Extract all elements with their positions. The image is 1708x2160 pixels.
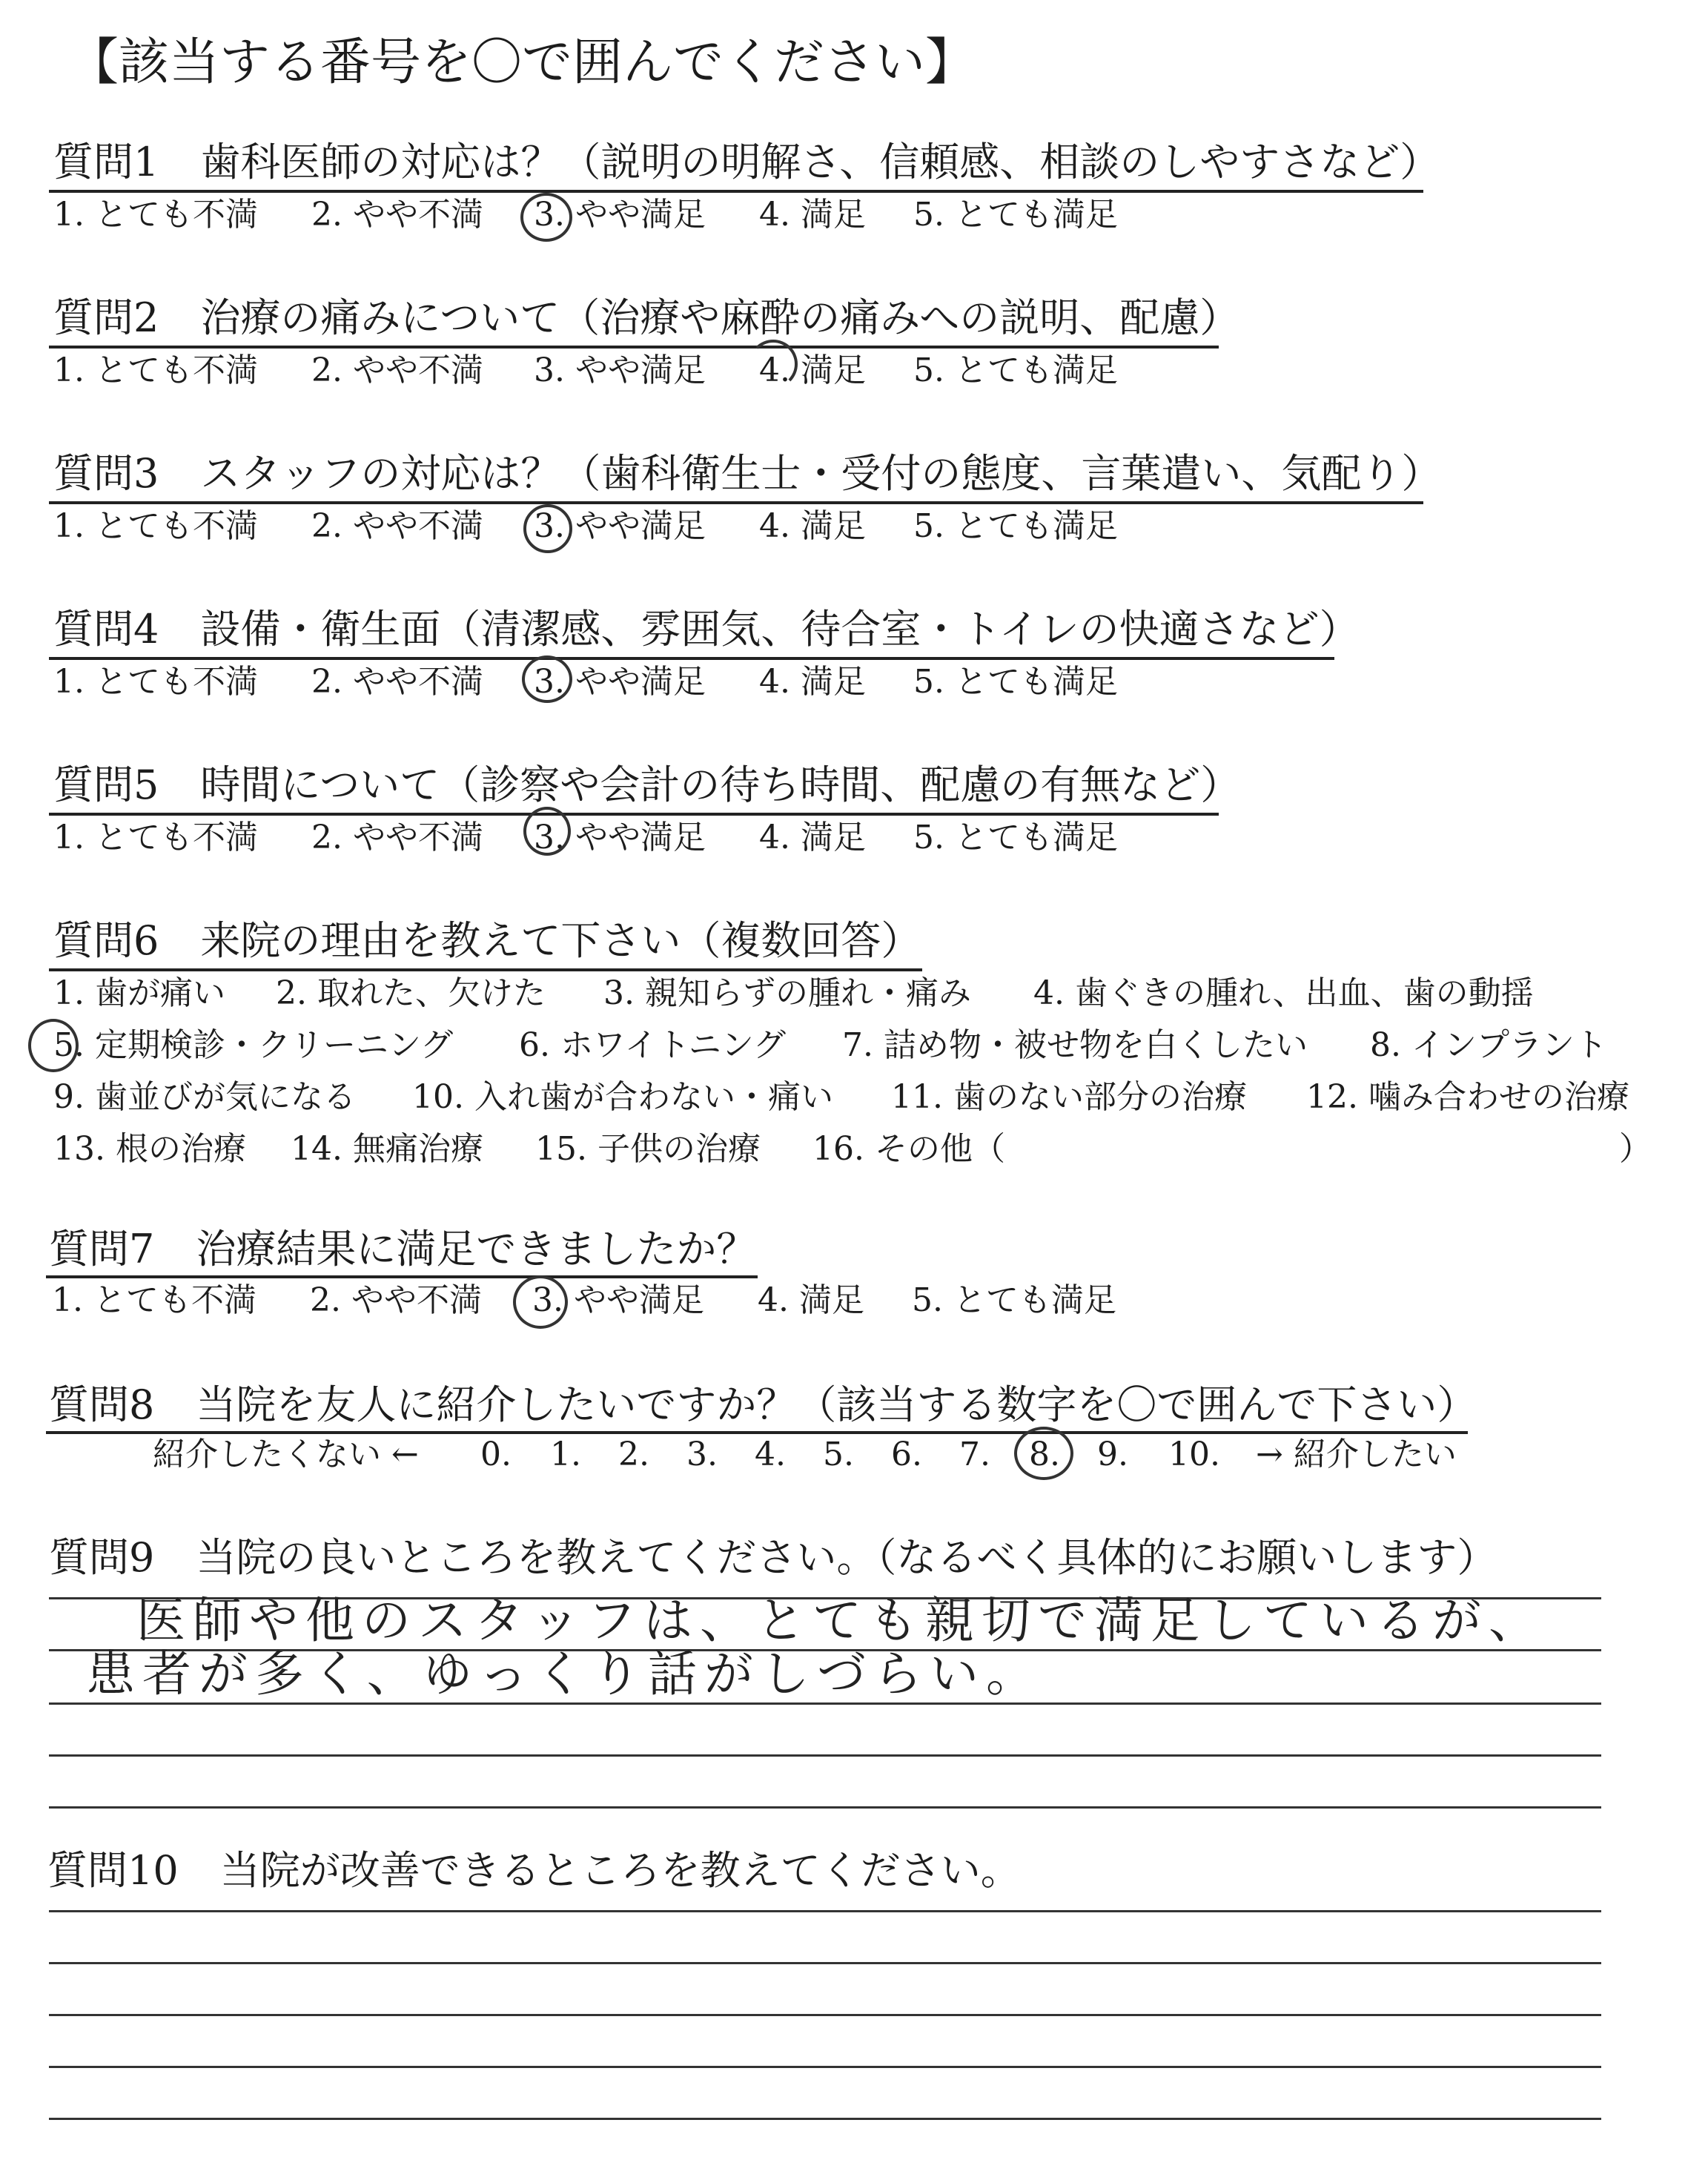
q5-option-1[interactable]: 1. とても不満 bbox=[53, 819, 258, 856]
q4-option-4[interactable]: 4. 満足 bbox=[759, 663, 866, 701]
q7-option-1[interactable]: 1. とても不満 bbox=[52, 1281, 256, 1319]
q10-answer-line-2 bbox=[49, 1962, 1601, 1964]
q4-label: 質問4 bbox=[53, 606, 159, 653]
q1-heading bbox=[53, 136, 1440, 188]
q2-text: 治療の痛みについて（治療や麻酔の痛みへの説明、配慮） bbox=[200, 294, 1240, 341]
q4-options bbox=[53, 660, 1239, 704]
q6-option-12[interactable]: 12. 噛み合わせの治療 bbox=[1306, 1078, 1629, 1116]
q2-option-3[interactable]: 3. やや満足 bbox=[534, 351, 706, 389]
q9-heading bbox=[49, 1532, 1497, 1584]
q5-options bbox=[53, 816, 1239, 860]
q6-options-row-2 bbox=[53, 1023, 1669, 1068]
q5-text: 時間について（診察や会計の待ち時間、配慮の有無など） bbox=[200, 762, 1241, 808]
q6-options-row-1 bbox=[53, 971, 1669, 1016]
q5-option-4[interactable]: 4. 満足 bbox=[759, 819, 866, 856]
q6-option-14[interactable]: 14. 無痛治療 bbox=[291, 1130, 483, 1168]
q6-options-row-3 bbox=[53, 1075, 1669, 1120]
q7-option-4[interactable]: 4. 満足 bbox=[758, 1281, 864, 1319]
q6-option-9[interactable]: 9. 歯並びが気になる bbox=[53, 1078, 356, 1116]
q10-answer-line-3 bbox=[49, 2014, 1601, 2016]
q7-heading bbox=[49, 1223, 756, 1275]
q7-option-2[interactable]: 2. やや不満 bbox=[310, 1281, 482, 1319]
q6-option-3[interactable]: 3. 親知らずの腫れ・痛み bbox=[603, 974, 971, 1012]
q6-selected-circle bbox=[28, 1019, 79, 1072]
q2-selected-circle bbox=[749, 340, 798, 389]
q4-option-5[interactable]: 5. とても満足 bbox=[913, 663, 1118, 701]
q8-left-label: 紹介したくない ← bbox=[153, 1436, 419, 1473]
q6-option-5[interactable]: 5. 定期検診・クリーニング bbox=[53, 1026, 454, 1064]
q9-text: 当院の良いところを教えてください。（なるべく具体的にお願いします） bbox=[196, 1534, 1497, 1581]
q8-scale-2[interactable]: 2. bbox=[618, 1436, 649, 1473]
q4-option-3[interactable]: 3. やや満足 bbox=[534, 663, 706, 701]
q7-text: 治療結果に満足できましたか？ bbox=[196, 1226, 757, 1272]
q7-options bbox=[52, 1278, 1238, 1323]
q9-handwritten-answer-2: 患者が多く、ゆっくり話がしづらい。 bbox=[86, 1645, 1043, 1702]
q6-options-row-4 bbox=[53, 1127, 1669, 1172]
q6-option-8[interactable]: 8. インプラント bbox=[1370, 1026, 1607, 1064]
q3-text: スタッフの対応は？（歯科衛生士・受付の態度、言葉遣い、気配り） bbox=[200, 450, 1442, 497]
q1-option-3[interactable]: 3. やや満足 bbox=[534, 196, 706, 234]
q3-option-5[interactable]: 5. とても満足 bbox=[913, 507, 1118, 545]
q3-heading bbox=[53, 448, 1441, 500]
q8-scale-5[interactable]: 5. bbox=[823, 1436, 854, 1473]
q2-heading bbox=[53, 292, 1239, 344]
q8-label: 質問8 bbox=[49, 1381, 155, 1428]
page-title: 【該当する番号を〇で囲んでください】 bbox=[68, 33, 976, 92]
q8-scale-4[interactable]: 4. bbox=[755, 1436, 786, 1473]
q8-heading bbox=[49, 1379, 1477, 1431]
q6-option-16[interactable]: 16. その他（ bbox=[812, 1130, 1005, 1168]
q7-option-5[interactable]: 5. とても満足 bbox=[912, 1281, 1116, 1319]
q6-text: 来院の理由を教えて下さい（複数回答） bbox=[200, 917, 921, 964]
q5-label: 質問5 bbox=[53, 762, 159, 808]
q1-selected-circle bbox=[520, 193, 572, 242]
q8-scale-7[interactable]: 7. bbox=[959, 1436, 990, 1473]
q1-option-5[interactable]: 5. とても満足 bbox=[913, 196, 1118, 234]
q9-label: 質問9 bbox=[49, 1534, 155, 1581]
q6-option-10[interactable]: 10. 入れ歯が合わない・痛い bbox=[412, 1078, 833, 1116]
q8-scale-1[interactable]: 1. bbox=[550, 1436, 581, 1473]
q6-label: 質問6 bbox=[53, 917, 159, 964]
q2-options bbox=[53, 349, 1239, 393]
q10-heading bbox=[47, 1845, 1021, 1897]
q6-option-2[interactable]: 2. 取れた、欠けた bbox=[276, 974, 546, 1012]
q8-scale-8[interactable]: 8. bbox=[1029, 1436, 1060, 1473]
q5-option-3[interactable]: 3. やや満足 bbox=[534, 819, 706, 856]
q10-answer-line-1 bbox=[49, 1910, 1601, 1912]
q9-answer-line-5 bbox=[49, 1806, 1601, 1809]
q8-scale-3[interactable]: 3. bbox=[686, 1436, 718, 1473]
q6-heading bbox=[53, 915, 921, 967]
q4-selected-circle bbox=[522, 655, 572, 703]
q10-label: 質問10 bbox=[47, 1847, 179, 1894]
q7-option-3[interactable]: 3. やや満足 bbox=[532, 1281, 704, 1319]
q7-selected-circle bbox=[513, 1275, 568, 1329]
q3-option-3[interactable]: 3. やや満足 bbox=[534, 507, 706, 545]
q6-option-15[interactable]: 15. 子供の治療 bbox=[535, 1130, 761, 1168]
q8-scale-9[interactable]: 9. bbox=[1097, 1436, 1128, 1473]
q5-option-5[interactable]: 5. とても満足 bbox=[913, 819, 1118, 856]
q8-scale-10[interactable]: 10. bbox=[1168, 1436, 1220, 1473]
q3-option-4[interactable]: 4. 満足 bbox=[759, 507, 866, 545]
q10-answer-line-4 bbox=[49, 2066, 1601, 2068]
q2-option-5[interactable]: 5. とても満足 bbox=[913, 351, 1118, 389]
q4-heading bbox=[53, 604, 1360, 655]
q3-label: 質問3 bbox=[53, 450, 159, 497]
q6-option-16-close: ） bbox=[1619, 1130, 1652, 1168]
q1-label: 質問1 bbox=[53, 139, 159, 185]
q6-option-6[interactable]: 6. ホワイトニング bbox=[519, 1026, 787, 1064]
q7-label: 質問7 bbox=[49, 1226, 155, 1272]
q2-option-2[interactable]: 2. やや不満 bbox=[311, 351, 483, 389]
q9-handwritten-answer-1: 医師や他のスタッフは、とても親切で満足しているが、 bbox=[136, 1592, 1545, 1649]
q3-option-1[interactable]: 1. とても不満 bbox=[53, 507, 258, 545]
q10-text: 当院が改善できるところを教えてください。 bbox=[219, 1847, 1021, 1894]
q1-option-1[interactable]: 1. とても不満 bbox=[53, 196, 258, 234]
q1-text: 歯科医師の対応は？（説明の明解さ、信頼感、相談のしやすさなど） bbox=[200, 139, 1440, 185]
q1-options bbox=[53, 193, 1239, 237]
q1-option-4[interactable]: 4. 満足 bbox=[759, 196, 866, 234]
q10-answer-line-5 bbox=[49, 2118, 1601, 2120]
q6-option-4[interactable]: 4. 歯ぐきの腫れ、出血、歯の動揺 bbox=[1033, 974, 1534, 1012]
q6-option-11[interactable]: 11. 歯のない部分の治療 bbox=[891, 1078, 1247, 1116]
q5-selected-circle bbox=[523, 807, 571, 856]
q6-option-13[interactable]: 13. 根の治療 bbox=[53, 1130, 246, 1168]
q3-option-2[interactable]: 2. やや不満 bbox=[311, 507, 483, 545]
q4-option-1[interactable]: 1. とても不満 bbox=[53, 663, 258, 701]
q2-option-1[interactable]: 1. とても不満 bbox=[53, 351, 258, 389]
q6-option-7[interactable]: 7. 詰め物・被せ物を白くしたい bbox=[842, 1026, 1308, 1064]
q8-scale-0[interactable]: 0. bbox=[480, 1436, 512, 1473]
q9-answer-line-4 bbox=[49, 1754, 1601, 1757]
q8-scale-row bbox=[0, 1433, 1708, 1477]
q8-text: 当院を友人に紹介したいですか？（該当する数字を〇で囲んで下さい） bbox=[196, 1381, 1477, 1428]
q1-option-2[interactable]: 2. やや不満 bbox=[311, 196, 483, 234]
q3-options bbox=[53, 504, 1239, 549]
q2-option-4[interactable]: 4. 満足 bbox=[759, 351, 866, 389]
q8-scale-6[interactable]: 6. bbox=[891, 1436, 922, 1473]
q8-selected-circle bbox=[1014, 1427, 1073, 1480]
q5-heading bbox=[53, 759, 1240, 811]
q8-right-label: → 紹介したい bbox=[1256, 1436, 1457, 1473]
q6-option-1[interactable]: 1. 歯が痛い bbox=[53, 974, 225, 1012]
q2-label: 質問2 bbox=[53, 294, 159, 341]
q4-option-2[interactable]: 2. やや不満 bbox=[311, 663, 483, 701]
q3-selected-circle bbox=[523, 504, 572, 553]
q4-text: 設備・衛生面（清潔感、雰囲気、待合室・トイレの快適さなど） bbox=[200, 606, 1360, 653]
q5-option-2[interactable]: 2. やや不満 bbox=[311, 819, 483, 856]
